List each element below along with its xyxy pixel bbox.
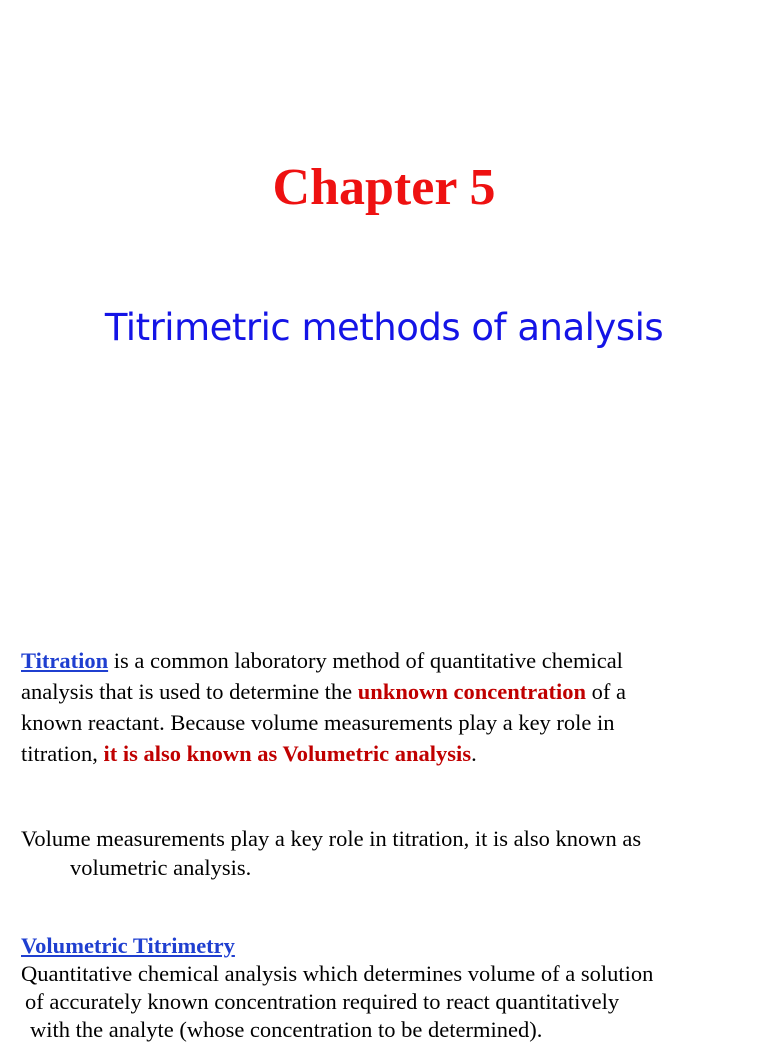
paragraph-line: [21, 738, 751, 769]
paragraph-text: analysis that is used to determine the: [21, 679, 358, 704]
paragraph-line: Volume measurements play a key role in titration, it is also known as: [21, 826, 642, 851]
section-heading-line: [21, 932, 751, 960]
paragraph-line: [21, 645, 751, 676]
chapter-title: Chapter 5: [272, 159, 496, 216]
unknown-concentration-highlight: unknown concentration: [357, 679, 586, 704]
paragraph-line: volumetric analysis.: [70, 855, 252, 880]
titration-definition-paragraph: [21, 645, 751, 769]
volumetric-titrimetry-section: [21, 932, 751, 1044]
paragraph-line: known reactant. Because volume measurements play a key role in: [21, 710, 615, 735]
paragraph-text: titration,: [21, 741, 104, 766]
paragraph-line: of accurately known concentration required to react quantitatively: [25, 989, 620, 1014]
volume-measurements-paragraph: [21, 824, 751, 882]
titration-link[interactable]: Titration: [21, 648, 109, 673]
paragraph-text: of a: [585, 679, 626, 704]
paragraph-line: [21, 676, 751, 707]
paragraph-line: with the analyte (whose concentration to be determined).: [30, 1017, 543, 1042]
paragraph-line: Quantitative chemical analysis which determines volume of a solution: [21, 961, 654, 986]
volumetric-analysis-highlight: it is also known as Volumetric analysis: [103, 741, 472, 766]
slide-subtitle: Titrimetric methods of analysis: [104, 306, 664, 349]
paragraph-text: is a common laboratory method of quantitative chemical: [108, 648, 623, 673]
paragraph-text: .: [471, 741, 477, 766]
volumetric-titrimetry-link[interactable]: Volumetric Titrimetry: [21, 933, 235, 958]
